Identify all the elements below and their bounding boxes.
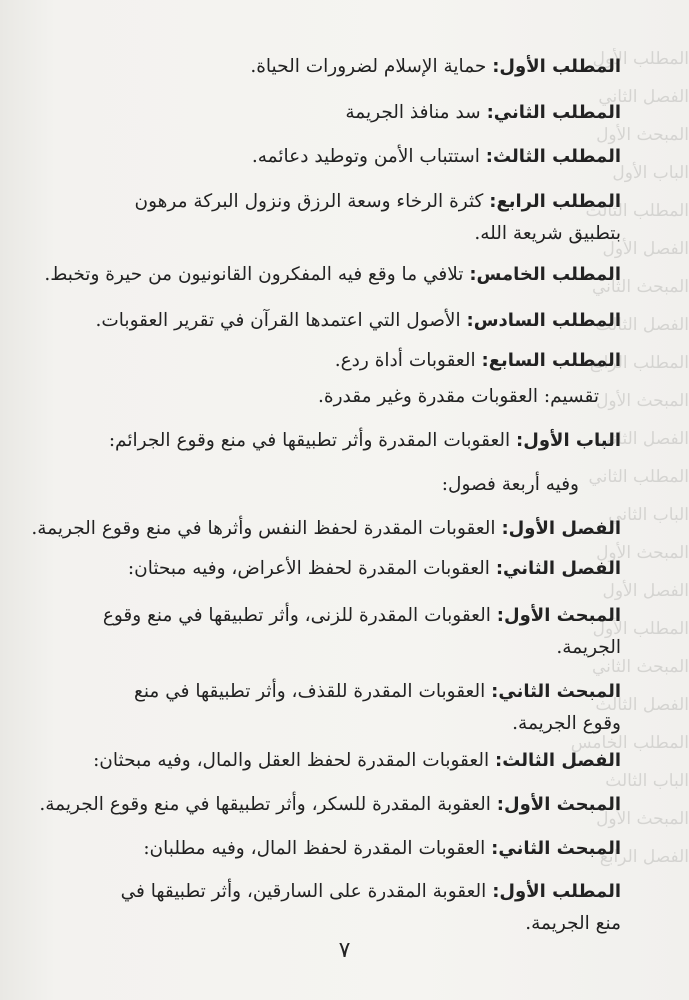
toc-line-text: العقوبات المقدرة لحفظ النفس وأثرها في منع وقوع الجريمة.: [31, 518, 496, 539]
toc-line-text: العقوبات المقدرة لحفظ المال، وفيه مطلبان:: [143, 838, 486, 859]
toc-line-label: المبحث الأول:: [496, 605, 621, 626]
toc-line-label: الباب الأول:: [516, 430, 621, 451]
toc-line-label: المبحث الأول:: [496, 794, 621, 815]
toc-line: [92, 876, 621, 940]
toc-line-label: الفصل الثاني:: [495, 558, 621, 579]
toc-line-label: المطلب الثاني:: [486, 102, 621, 123]
toc-line-text: تلافي ما وقع فيه المفكرون القانونيون من حيرة وتخبط.: [44, 264, 464, 285]
toc-line-label: المطلب السابع:: [481, 350, 621, 371]
toc-line-label: المبحث الثاني:: [491, 838, 621, 859]
toc-line-label: المطلب الأول:: [492, 881, 621, 902]
toc-line-text: العقوبات المقدرة وأثر تطبيقها في منع وقوع الجرائم:: [108, 430, 511, 451]
toc-line: [252, 144, 621, 170]
toc-line-label: المطلب الرابع:: [489, 191, 621, 212]
toc-line: [95, 600, 621, 664]
toc-line-label: المطلب الثالث:: [485, 146, 621, 167]
toc-line: [96, 308, 622, 334]
toc-line-text: العقوبات أداة ردع.: [334, 350, 476, 371]
toc-line: [109, 428, 621, 454]
toc-line-text: وفيه أربعة فصول:: [441, 474, 579, 495]
toc-line-text: العقوبة المقدرة للسكر، وأثر تطبيقها في منع وقوع الجريمة.: [39, 794, 491, 815]
toc-line: [143, 836, 621, 862]
toc-line: [92, 186, 621, 250]
toc-line: [335, 348, 621, 374]
toc-line: [345, 100, 621, 126]
toc-line-text: حماية الإسلام لضرورات الحياة.: [250, 56, 487, 77]
toc-line: [31, 516, 621, 542]
toc-line-text: الأصول التي اعتمدها القرآن في تقرير العقوبات.: [95, 310, 461, 331]
toc-line-text: العقوبة المقدرة على السارقين، وأثر تطبيقها في منع الجريمة.: [120, 881, 621, 934]
toc-line-label: المطلب الخامس:: [469, 264, 621, 285]
toc-line: [93, 748, 621, 774]
toc-line: [128, 556, 621, 582]
page-number: ٧: [338, 938, 351, 963]
toc-line-label: الفصل الأول:: [501, 518, 621, 539]
toc-line-label: المبحث الثاني:: [491, 681, 621, 702]
toc-line-text: العقوبات المقدرة لحفظ العقل والمال، وفيه مبحثان:: [93, 750, 490, 771]
toc-line-text: العقوبات المقدرة للزنى، وأثر تطبيقها في منع وقوع الجريمة.: [102, 605, 621, 658]
show-through-text: المطلب الأول الفصل الثاني المبحث الأول الباب الأول المطلب الثالث الفصل الأول المبحث الثاني الفصل الثالث المطلب الرابع المبحث الأول الفصل الثاني المطلب الثاني الباب الثاني المبحث الأول الفصل الأول المطلب الأول المبحث الثاني الفصل الثالث المطلب الخامس الباب الثالث المبحث الأول الفصل الرابع: [570, 49, 689, 867]
toc-line: [44, 262, 621, 288]
toc-line: [318, 384, 599, 410]
toc-line-label: المطلب الأول:: [492, 56, 621, 77]
toc-line-text: العقوبات المقدرة لحفظ الأعراض، وفيه مبحثان:: [127, 558, 490, 579]
toc-line-text: سد منافذ الجريمة: [345, 102, 481, 123]
toc-line-text: استتباب الأمن وتوطيد دعائمه.: [251, 146, 480, 167]
toc-line-label: المطلب السادس:: [466, 310, 621, 331]
toc-line: [95, 676, 621, 740]
toc-line: [39, 792, 621, 818]
toc-line-text: كثرة الرخاء وسعة الرزق ونزول البركة مرهون بتطبيق شريعة الله.: [134, 191, 621, 244]
toc-line-text: تقسيم: العقوبات مقدرة وغير مقدرة.: [318, 386, 599, 407]
toc-line-label: الفصل الثالث:: [495, 750, 621, 771]
toc-line-text: العقوبات المقدرة للقذف، وأثر تطبيقها في منع وقوع الجريمة.: [133, 681, 621, 734]
toc-line: [250, 54, 621, 80]
toc-line: [442, 472, 579, 498]
